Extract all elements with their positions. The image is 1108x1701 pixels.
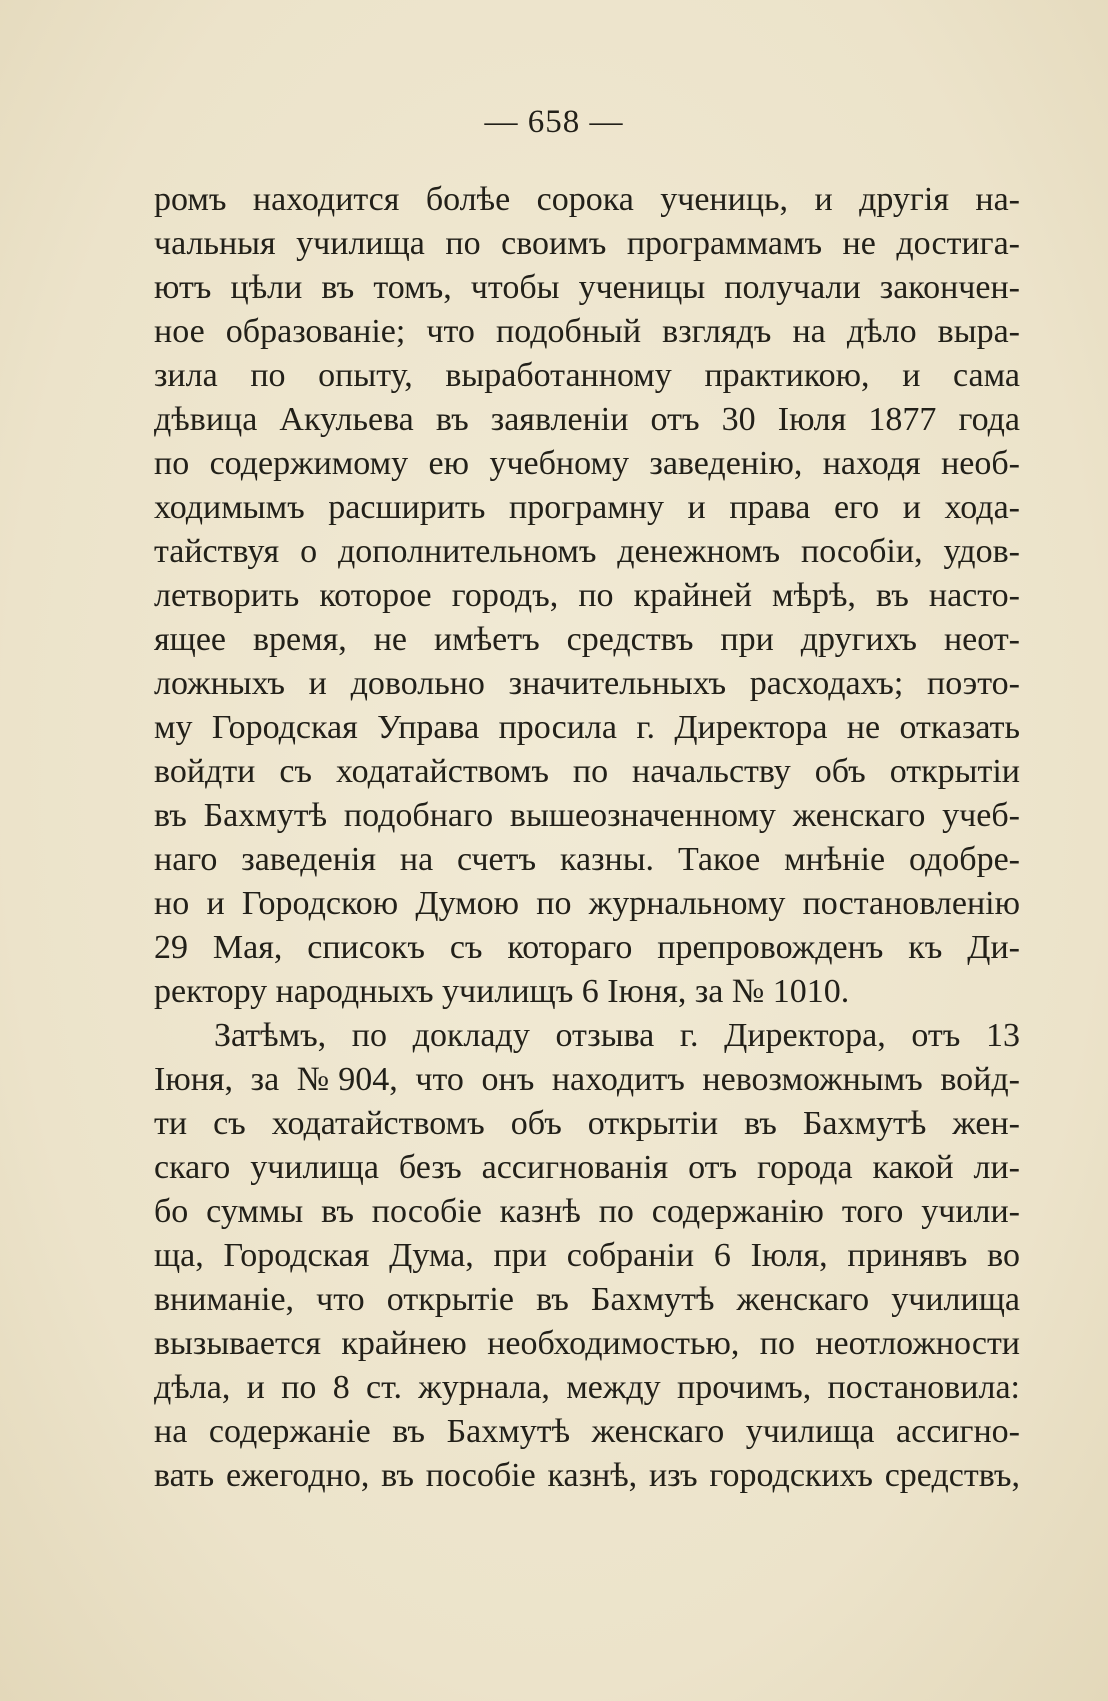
text-line: вниманіе, что открытіе въ Бахмутѣ женскаго училища [154,1281,1020,1318]
text-line: 29 Мая, списокъ съ котораго препровожденъ къ Ди- [154,929,1020,966]
text-line: бо суммы въ пособіе казнѣ по содержанію того учили- [154,1193,1020,1230]
text-line: вызывается крайнею необходимостью, по неотложности [154,1325,1020,1362]
text-line: ща, Городская Дума, при собраніи 6 Іюля, принявъ во [154,1237,1020,1274]
page-number: — 658 — [484,104,624,140]
text-line: Затѣмъ, по докладу отзыва г. Директора, отъ 13 [214,1017,1020,1054]
text-line: чальныя училища по своимъ программамъ не достига- [154,225,1020,262]
text-line: тайствуя о дополнительномъ денежномъ пособіи, удов- [154,533,1020,570]
text-line: на содержаніе въ Бахмутѣ женскаго училища ассигно- [154,1413,1020,1450]
text-line: войдти съ ходатайствомъ по начальству объ открытіи [154,753,1020,790]
text-line: ти съ ходатайствомъ объ открытіи въ Бахмутѣ жен- [154,1105,1020,1142]
text-line: му Городская Управа просила г. Директора не отказать [154,709,1020,746]
text-line: Іюня, за №904, что онъ находитъ невозможнымъ войд- [154,1061,1020,1098]
text-line: но и Городскою Думою по журнальному постановленію [154,885,1020,922]
text-line: ректору народныхъ училищъ 6 Іюня, за № 1010. [154,973,850,1010]
text-line: по содержимому ею учебному заведенію, находя необ- [154,445,1020,482]
text-line: ютъ цѣли въ томъ, чтобы ученицы получали закончен- [154,269,1020,306]
text-line: ромъ находится болѣе сорока учениць, и другія на- [154,181,1020,218]
text-line: дѣла, и по 8 ст. журнала, между прочимъ, постановила: [154,1369,1020,1406]
text-line: дѣвица Акульева въ заявленіи отъ 30 Іюля 1877 года [154,401,1020,438]
text-line: ложныхъ и довольно значительныхъ расходахъ; поэто- [154,665,1020,702]
text-line: вать ежегодно, въ пособіе казнѣ, изъ городскихъ средствъ, [154,1457,1020,1494]
text-line: скаго училища безъ ассигнованія отъ города какой ли- [154,1149,1020,1186]
text-line: ходимымъ расширить програмну и права его и хода- [154,489,1020,526]
text-line: ное образованіе; что подобный взглядъ на дѣло выра- [154,313,1020,350]
text-line: летворить которое городъ, по крайней мѣрѣ, въ насто- [154,577,1020,614]
text-line: въ Бахмутѣ подобнаго вышеозначенному женскаго учеб- [154,797,1020,834]
text-line: ящее время, не имѣетъ средствъ при другихъ неот- [154,621,1020,658]
text-line: наго заведенія на счетъ казны. Такое мнѣніе одобре- [154,841,1020,878]
text-line: зила по опыту, выработанному практикою, и сама [154,357,1020,394]
